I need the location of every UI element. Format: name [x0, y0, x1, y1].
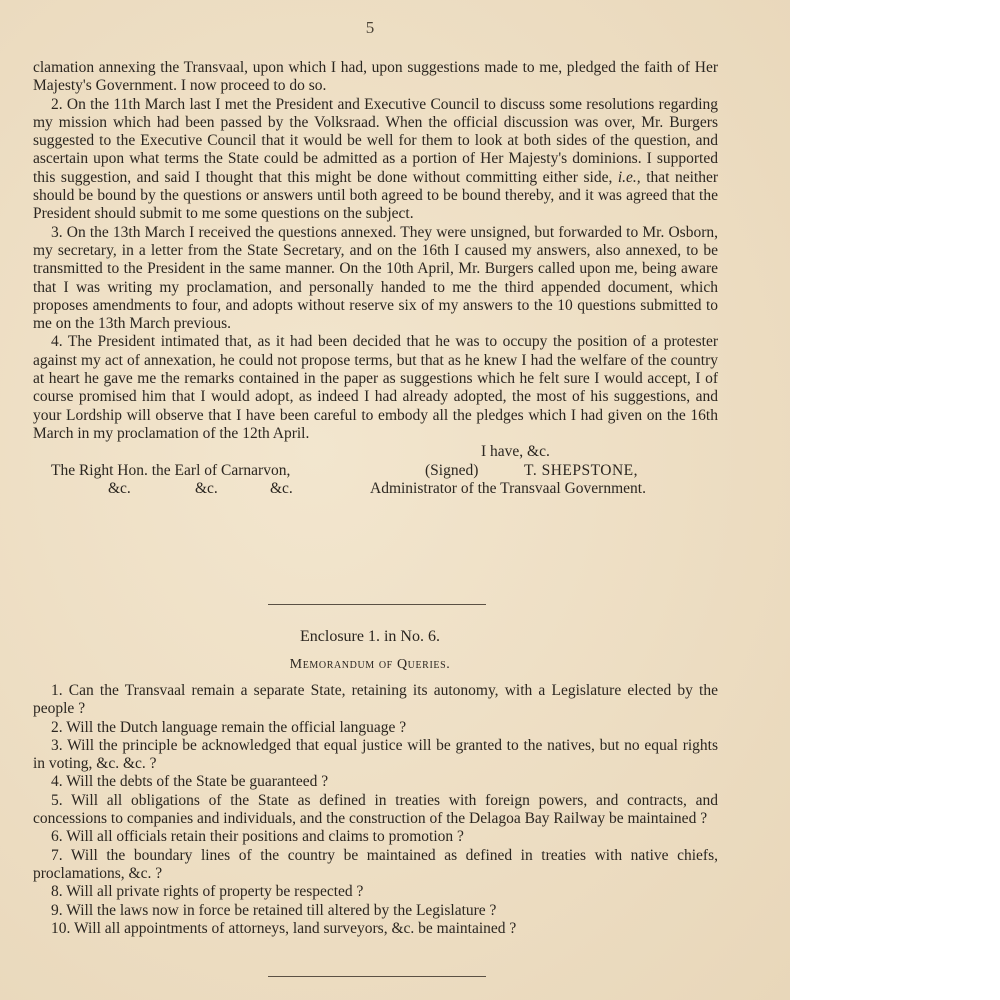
- memorandum-title: Memorandum of Queries.: [289, 657, 451, 672]
- query-item: 7. Will the boundary lines of the country be maintained as defined in treaties with native chiefs, proclamations, &c. ?: [33, 846, 718, 882]
- enclosure-title: Enclosure 1. in No. 6.: [300, 628, 440, 645]
- query-item: 6. Will all officials retain their positions and claims to promotion ?: [51, 828, 464, 846]
- query-item: 3. Will the principle be acknowledged that equal justice will be granted to the natives, but no equal rights in voting, &c. &c. ?: [33, 736, 718, 773]
- signer-name: T. SHEPSTONE,: [524, 461, 639, 479]
- letter-paragraph: 3. On the 13th March I received the questions annexed. They were unsigned, but forwarded to Mr. Osborn, my secretary, in a letter from the State Secretary, and on the 16th I caused my answers, also annexed, to be transmitted to the President in the same manner. On the 10th April, Mr. Burgers called upon me, being aware that I was writing my proclamation, and personally handed to me the third appended document, which proposes amendments to four, and adopts without reserve six of my answers to the 10 questions submitted to me on the 13th March previous.: [33, 223, 718, 333]
- letter-paragraph: [33, 96, 718, 224]
- etc-1: &c.: [108, 479, 131, 497]
- query-item: 8. Will all private rights of property be respected ?: [51, 883, 364, 901]
- italic-abbreviation: i.e.,: [617, 168, 641, 186]
- section-divider: [268, 604, 486, 605]
- etc-line: [33, 480, 718, 498]
- signed-label: (Signed): [425, 461, 479, 479]
- etc-2: &c.: [195, 479, 218, 497]
- addressee: The Right Hon. the Earl of Carnarvon,: [51, 461, 291, 479]
- closing: I have, &c.: [481, 443, 550, 461]
- signer-title: Administrator of the Transvaal Government.: [370, 479, 646, 497]
- etc-3: &c.: [270, 479, 293, 497]
- letter-body: [33, 59, 718, 498]
- letter-paragraph: 4. The President intimated that, as it had been decided that he was to occupy the position of a protester against my act of annexation, he could not propose terms, but that as he knew I had the welfare of the country at heart he gave me the remarks contained in the paper as suggestions which he felt sure I would accept, I of course promised him that I would adopt, as indeed I had already adopted, the most of his suggestions, and your Lordship will observe that I have been careful to embody all the pledges which I had given on the 16th March in my proclamation of the 12th April.: [33, 333, 718, 442]
- closing-line: [33, 443, 718, 461]
- query-item: 1. Can the Transvaal remain a separate State, retaining its autonomy, with a Legislature elected by the people ?: [33, 682, 718, 718]
- section-divider: [268, 976, 486, 977]
- paragraph-text: 2. On the 11th March last I met the President and Executive Council to discuss some resolutions regarding my mission which had been passed by the Volksraad. When the official discussion was over, Mr. Burgers suggested to the Executive Council that it would be well for them to look at both sides of the question, and ascertain upon what terms the State could be admitted as a portion of Her Majesty's dominions. I supported this suggestion, and said I thought that this might be done without committing either side,: [33, 95, 718, 186]
- query-item: 5. Will all obligations of the State as defined in treaties with foreign powers, and contracts, and concessions to companies and individuals, and the construction of the Delagoa Bay Railway be maintained ?: [33, 791, 718, 828]
- page-number: 5: [365, 18, 375, 37]
- letter-paragraph: clamation annexing the Transvaal, upon which I had, upon suggestions made to me, pledged the faith of Her Majesty's Government. I now proceed to do so.: [33, 59, 718, 95]
- paragraph-text: that neither should be bound by the questions or answers until both agreed to be bound thereby, and it was agreed that the President should submit to me some questions on the subject.: [33, 168, 719, 223]
- query-item: 2. Will the Dutch language remain the official language ?: [51, 718, 407, 736]
- query-item: 4. Will the debts of the State be guaranteed ?: [51, 773, 329, 791]
- signature-line: [33, 462, 718, 480]
- query-item: 9. Will the laws now in force be retained till altered by the Legislature ?: [51, 901, 497, 919]
- queries-list: [33, 682, 718, 938]
- query-item: 10. Will all appointments of attorneys, land surveyors, &c. be maintained ?: [51, 919, 517, 937]
